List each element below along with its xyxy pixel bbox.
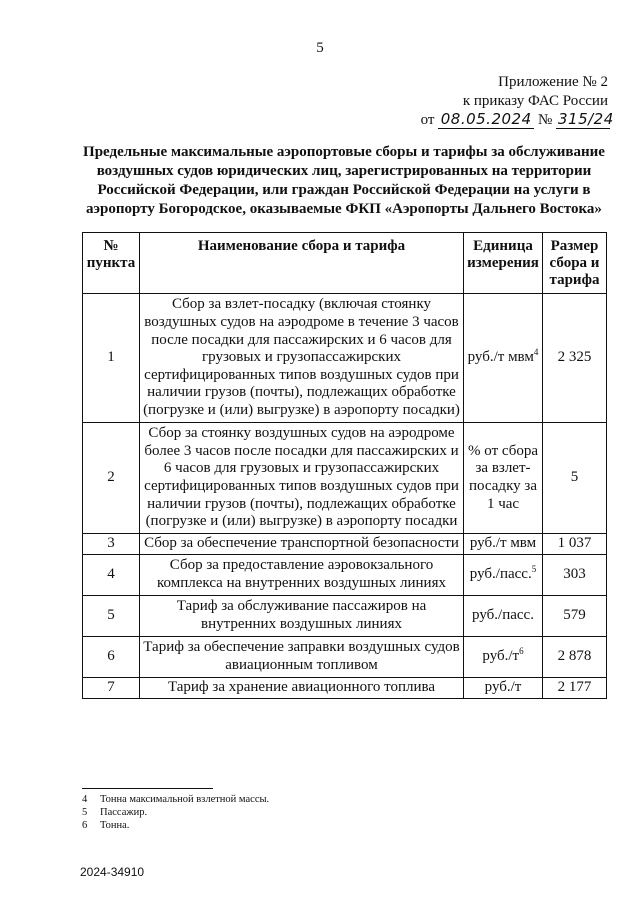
table-row: [83, 423, 607, 534]
row-num: 2: [83, 423, 140, 534]
header-num: № пункта: [83, 233, 140, 294]
row-size: 579: [543, 596, 607, 637]
footnote: 6 Тонна.: [82, 820, 130, 831]
row-size: 5: [543, 423, 607, 534]
row-name: Сбор за обеспечение транспортной безопасности: [139, 534, 463, 555]
row-size: 2 325: [543, 294, 607, 423]
order-date: 08.05.2024: [438, 110, 534, 129]
page-number: 5: [316, 40, 324, 56]
row-num: 4: [83, 555, 140, 596]
row-unit: руб./пасс.: [464, 596, 543, 637]
document-heading: Предельные максимальные аэропортовые сборы и тарифы за обслуживание воздушных судов юридических лиц, зарегистрированных на территории Российской Федерации, или граждан Российской Федерации на услуги в аэропорту Богородское, оказываемые ФКП «Аэропорты Дальнего Востока»: [83, 144, 605, 217]
row-num: 6: [83, 637, 140, 678]
row-unit: руб./т мвм: [464, 534, 543, 555]
footnote: 5 Пассажир.: [82, 807, 148, 818]
row-name: Тариф за хранение авиационного топлива: [139, 678, 463, 699]
order-reference: [420, 110, 614, 129]
number-prefix: №: [537, 112, 553, 128]
row-name: Тариф за обеспечение заправки воздушных судов авиационным топливом: [139, 637, 463, 678]
row-unit: руб./т мвм$^4$: [464, 294, 543, 423]
row-unit: % от сбора за взлет-посадку за 1 час: [464, 423, 543, 534]
row-unit: руб./т: [464, 678, 543, 699]
table-row: [83, 555, 607, 596]
table-row: [83, 637, 607, 678]
header-unit: Единица измерения: [464, 233, 543, 294]
row-num: 3: [83, 534, 140, 555]
footnote: 4 Тонна максимальной взлетной массы.: [82, 794, 270, 805]
annex-subtitle: к приказу ФАС России: [462, 93, 608, 109]
footnotes: [82, 793, 269, 832]
row-name: Тариф за обслуживание пассажиров на внутренних воздушных линиях: [139, 596, 463, 637]
header-name: Наименование сбора и тарифа: [139, 233, 463, 294]
annex-header: [463, 73, 608, 111]
row-size: 303: [543, 555, 607, 596]
footnote-divider: [82, 788, 213, 789]
row-num: 5: [83, 596, 140, 637]
row-name: Сбор за предоставление аэровокзального комплекса на внутренних воздушных линиях: [139, 555, 463, 596]
row-num: 7: [83, 678, 140, 699]
table-row: [83, 534, 607, 555]
row-size: 2 878: [543, 637, 607, 678]
table-row: [83, 678, 607, 699]
table-row: [83, 596, 607, 637]
annex-title: Приложение № 2: [498, 74, 608, 90]
row-name: Сбор за стоянку воздушных судов на аэродроме более 3 часов после посадки для пассажирских и 6 часов для грузовых и грузопассажирских сертифицированных типов воздушных судов при наличии грузов (почты), подлежащих обработке (погрузке и (или) выгрузке) в аэропорту посадки: [139, 423, 463, 534]
row-size: 2 177: [543, 678, 607, 699]
table-row: [83, 294, 607, 423]
table-header-row: [83, 233, 607, 294]
header-size: Размер сбора и тарифа: [543, 233, 607, 294]
row-unit: руб./пасс.$^5$: [464, 555, 543, 596]
row-unit: $руб./т^6$: [464, 637, 543, 678]
row-num: 1: [83, 294, 140, 423]
row-name: Сбор за взлет-посадку (включая стоянку воздушных судов на аэродроме в течение 3 часов после посадки для пассажирских и 6 часов для грузовых и грузопассажирских сертифицированных типов воздушных судов при наличии грузов (почты), подлежащих обработке (погрузке и (или) выгрузке) в аэропорту посадки): [139, 294, 463, 423]
order-number: 315/24: [558, 110, 614, 128]
row-size: 1 037: [543, 534, 607, 555]
date-prefix: от: [420, 112, 435, 128]
document-id: 2024-34910: [80, 865, 145, 879]
tariffs-table: [82, 232, 607, 699]
